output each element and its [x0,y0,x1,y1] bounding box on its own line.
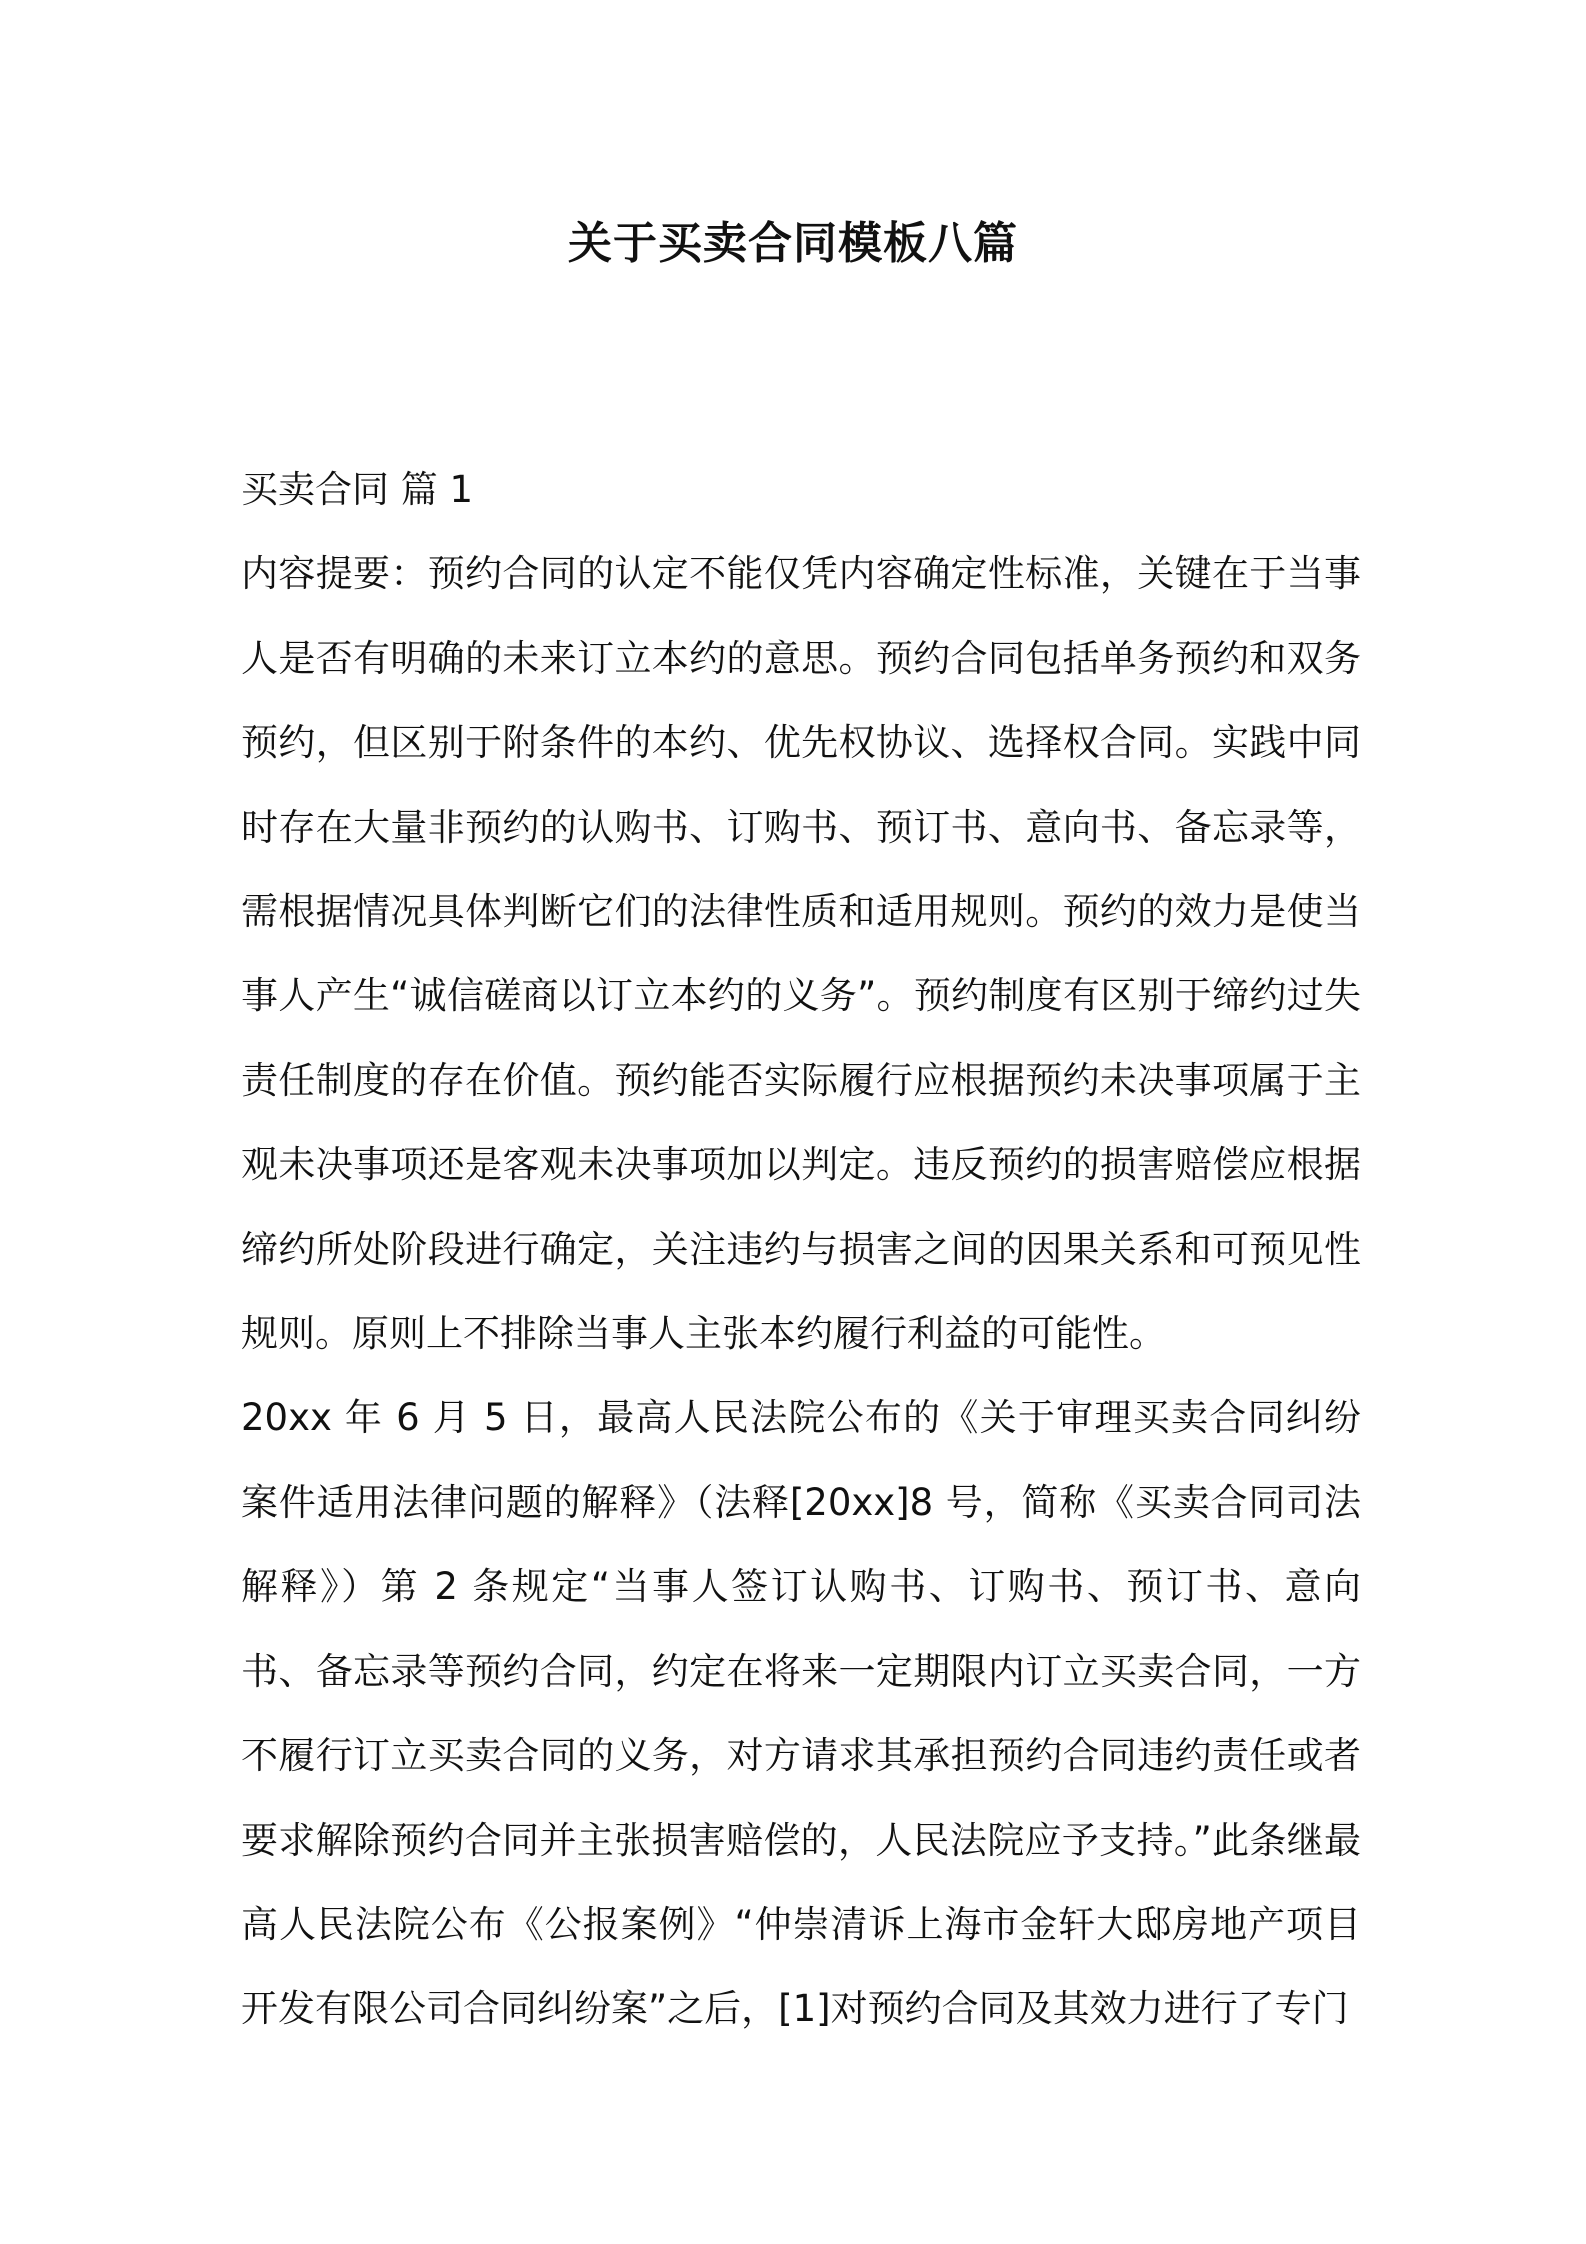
paragraph-summary: 内容提要：预约合同的认定不能仅凭内容确定性标准，关键在于当事人是否有明确的未来订立本约的意思。预约合同包括单务预约和双务预约，但区别于附条件的本约、优先权协议、选择权合同。实践中同时存在大量非预约的认购书、订购书、预订书、意向书、备忘录等，需根据情况具体判断它们的法律性质和适用规则。预约的效力是使当事人产生“诚信磋商以订立本约的义务”。预约制度有区别于缔约过失责任制度的存在价值。预约能否实际履行应根据预约未决事项属于主观未决事项还是客观未决事项加以判定。违反预约的损害赔偿应根据缔约所处阶段进行确定，关注违约与损害之间的因果关系和可预见性规则。原则上不排除当事人主张本约履行利益的可能性。 [241,552,1361,1356]
paragraph-interpretation: 20xx 年 6 月 5 日，最高人民法院公布的《关于审理买卖合同纠纷案件适用法律问题的解释》（法释[20xx]8 号，简称《买卖合同司法解释》）第 2 条规定“当事人签订认购书、订购书、预订书、意向书、备忘录等预约合同，约定在将来一定期限内订立买卖合同，一方不履行订立买卖合同的义务，对方请求其承担预约合同违约责任或者要求解除预约合同并主张损害赔偿的，人民法院应予支持。”此条继最高人民法院公布《公报案例》“仲崇清诉上海市金轩大邸房地产项目开发有限公司合同纠纷案”之后，[1]对预约合同及其效力进行了专门 [241,1396,1361,2031]
document-title: 关于买卖合同模板八篇 [568,218,1018,269]
section-heading: 买卖合同 篇 1 [241,468,474,511]
document-body [241,448,1361,2052]
